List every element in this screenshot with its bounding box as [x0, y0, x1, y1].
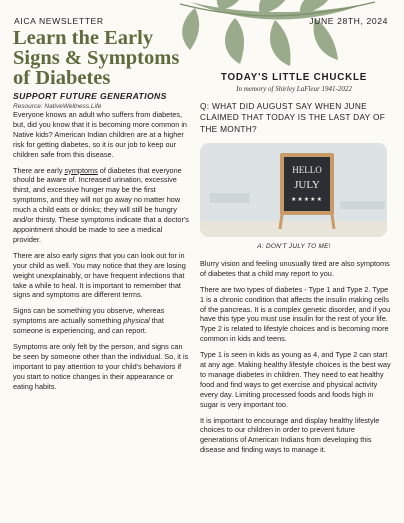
symptoms-link-text: symptoms: [64, 165, 98, 175]
emphasis-physical: physical: [123, 316, 150, 326]
article-resource: Resource: NativeWellness.Life: [13, 103, 102, 110]
chalkboard-easel-illustration: [200, 143, 387, 237]
right-paragraph-2: There are two types of diabetes - Type 1 and Type 2. Type 1 is a chronic condition that affects the insulin making cells of the pancreas. It is a complex genetic disorder, and if you have this type you must use insulin for the rest of your life. Type 2 is related to lifestyle choices and is becoming more common in kids and teens.: [200, 284, 391, 344]
article-paragraph-1: Everyone knows an adult who suffers from diabetes, but, did you know that it is becoming more common in Native kids? American Indian children are at a higher risk for getting diabetes, so it is our job to keep our children safe from this disease.: [13, 110, 187, 159]
chuckle-title: TODAY'S LITTLE CHUCKLE: [220, 72, 368, 83]
text-run: that you can look out for in your child as well. You may notice that they are losing weight unexplainably, or have frequent infections that take a while to heal. It is important to remember that signs and symptoms are different terms.: [13, 250, 186, 300]
article-title: Learn the Early Signs & Symptoms of Diabetes: [13, 27, 180, 89]
right-paragraph-4: It is important to encourage and display healthy lifestyle choices to our children in order to prevent future generations of American Indians from developing this disease and finding ways to manage it.: [200, 415, 380, 455]
emphasis-signs: signs: [79, 250, 97, 260]
article-paragraph-5: Symptoms are only felt by the person, and signs can be seen by someone other than the individual. So, it is important to pay attention to your child's behaviors if you start to notice changes in their appearance or eating habits.: [13, 342, 189, 391]
text-run: There are also early: [13, 250, 80, 260]
joke-question: Q: WHAT DID AUGUST SAY WHEN JUNE CLAIMED THAT TODAY IS THE LAST DAY OF THE MONTH?: [200, 101, 386, 134]
chuckle-memorial: In memory of Shirley LaFleur 1941-2022: [236, 85, 352, 93]
newsletter-name: AICA NEWSLETTER: [14, 16, 104, 26]
article-paragraph-4: [13, 306, 189, 336]
right-paragraph-1: Blurry vision and feeling unusually tired are also symptoms of diabetes that a child may report to you.: [200, 258, 390, 278]
joke-answer: A: DON'T JULY TO ME!: [257, 242, 331, 250]
article-paragraph-3: [13, 251, 189, 301]
text-run: Signs can be something you observe, whereas symptoms are actually something: [13, 306, 165, 326]
text-run: that someone is experiencing, and can report.: [13, 316, 164, 336]
right-column: [196, 72, 392, 461]
issue-date: JUNE 28TH, 2024: [309, 16, 388, 26]
sign-hello: HELLO: [292, 164, 322, 175]
text-run: There are early: [13, 165, 65, 175]
hello-july-photo: [200, 143, 387, 237]
sign-stars: ★★★★★: [291, 195, 323, 203]
article-paragraph-2: [13, 166, 189, 245]
right-paragraph-3: Type 1 is seen in kids as young as 4, and Type 2 can start at any age. Making healthy lifestyle choices is the best way to manage diabetes in children. They need to eat healthy food and find ways to get exercise and physical activity every day. Limiting processed foods and foods high in sugar is very important too.: [200, 350, 391, 409]
left-column: [13, 28, 189, 398]
sign-july: JULY: [294, 178, 320, 191]
text-run: of diabetes that everyone should be aware of. Increased urination, excessive thirst, and excessive hunger may be the first symptoms, and they will not go away no matter how much a child eats or drinks; they will still be hungry and/or thirsty. These symptoms indicate that a doctor's appointment should be made to see a medical provider.: [13, 165, 189, 244]
article-subhead: SUPPORT FUTURE GENERATIONS: [13, 91, 167, 101]
